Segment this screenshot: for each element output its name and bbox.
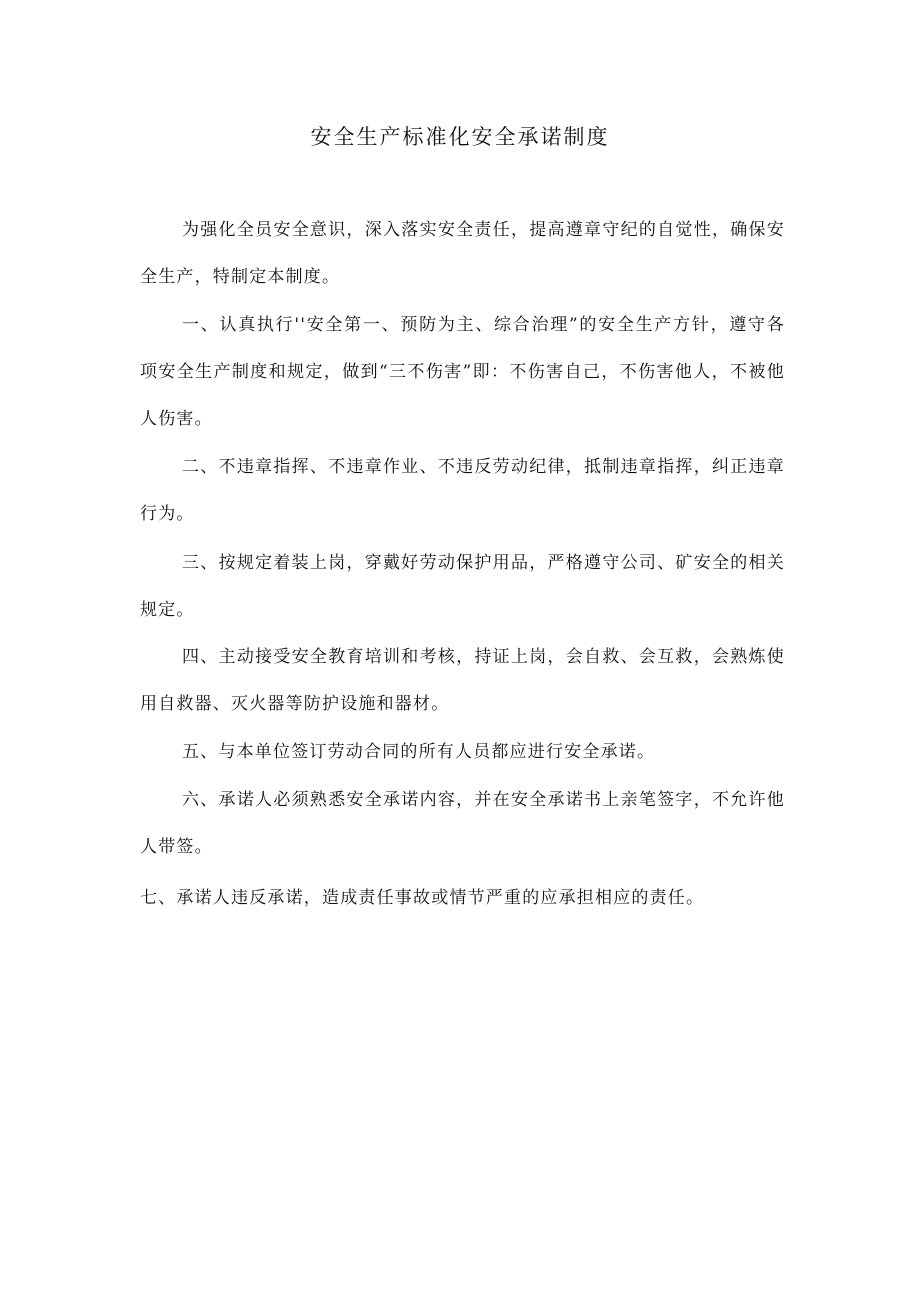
clause-7-paragraph: 七、承诺人违反承诺，造成责任事故或情节严重的应承担相应的责任。 (140, 888, 705, 908)
clause-5-paragraph: 五、与本单位签订劳动合同的所有人员都应进行安全承诺。 (182, 742, 656, 762)
document-title: 安全生产标准化安全承诺制度 (310, 125, 610, 149)
clause-1-paragraph: 一、认真执行''安全第一、预防为主、综合治理”的安全生产方针，遵守各项安全生产制度和规定，做到“三不伤害”即：不伤害自己，不伤害他人，不被他人伤害。 (140, 315, 785, 429)
clause-2-paragraph: 二、不违章指挥、不违章作业、不违反劳动纪律，抵制违章指挥，纠正违章行为。 (140, 457, 785, 524)
intro-paragraph: 为强化全员安全意识，深入落实安全责任，提高遵章守纪的自觉性，确保安全生产，特制定本制度。 (140, 220, 785, 287)
clause-4-paragraph: 四、主动接受安全教育培训和考核，持证上岗，会自救、会互救，会熟炼使用自救器、灭火器等防护设施和器材。 (140, 647, 785, 714)
clause-3-paragraph: 三、按规定着装上岗，穿戴好劳动保护用品，严格遵守公司、矿安全的相关规定。 (140, 553, 785, 620)
clause-6-paragraph: 六、承诺人必须熟悉安全承诺内容，并在安全承诺书上亲笔签字，不允许他人带签。 (140, 790, 785, 857)
